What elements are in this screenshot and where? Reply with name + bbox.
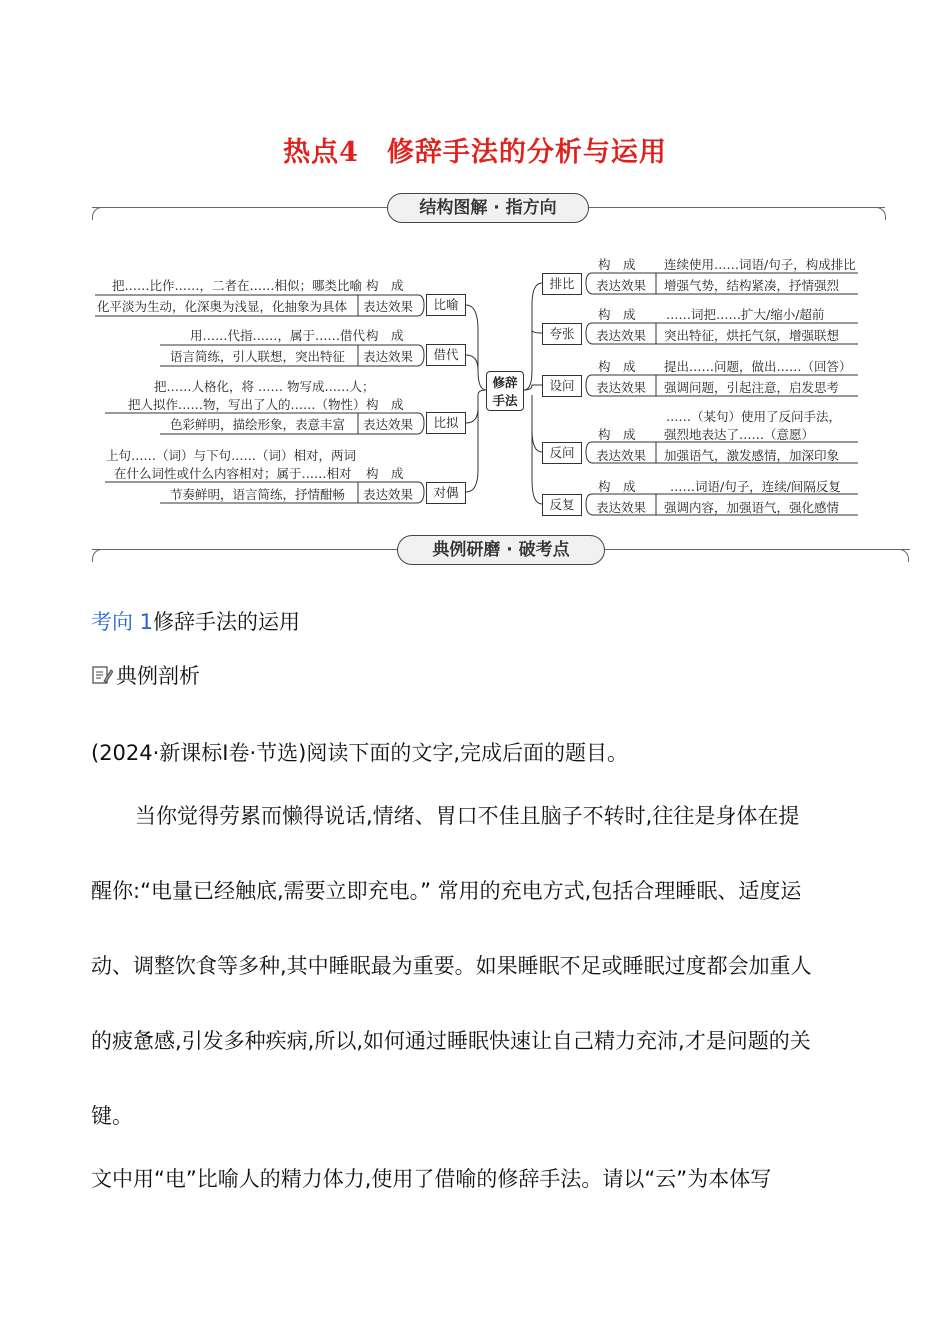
node-fanfu: 反复 xyxy=(542,494,582,516)
fanwen-effect-text: 加强语气，激发感情，加深印象 xyxy=(664,448,840,463)
node-kuazhang: 夸张 xyxy=(542,323,582,345)
duiou-struct-text-1: 上句……（词）与下句……（词）相对，两词 xyxy=(106,448,357,463)
shewen-struct-label: 构 成 xyxy=(598,359,636,374)
biyu-struct-text: 把……比作……，二者在……相似；哪类比喻 xyxy=(112,278,363,293)
passage-line: 当你觉得劳累而懒得说话,情绪、胃口不佳且脑子不转时,往往是身体在提 xyxy=(135,804,800,828)
question-source: (2024·新课标Ⅰ卷·节选)阅读下面的文字,完成后面的题目。 xyxy=(91,741,629,765)
fanfu-struct-text: ……词语/句子，连续/间隔反复 xyxy=(670,479,841,494)
biyu-effect-label: 表达效果 xyxy=(363,299,414,314)
passage-line: 醒你:“电量已经触底,需要立即充电。” 常用的充电方式,包括合理睡眠、适度运 xyxy=(91,879,802,903)
fanwen-struct-text-2: 强烈地表达了……（意愿） xyxy=(664,427,815,442)
jiedai-effect-label: 表达效果 xyxy=(363,349,414,364)
kuazhang-effect-label: 表达效果 xyxy=(596,328,647,343)
duiou-struct-text-2: 在什么词性或什么内容相对；属于……相对 xyxy=(114,466,352,481)
kaoxiang-text: 修辞手法的运用 xyxy=(153,610,301,634)
kuazhang-struct-text: ……词把……扩大/缩小/超前 xyxy=(666,307,825,322)
node-jiedai: 借代 xyxy=(426,344,466,366)
biyu-struct-label: 构 成 xyxy=(366,278,404,293)
jiedai-effect-text: 语言简练，引人联想，突出特征 xyxy=(170,349,346,364)
duiou-effect-text: 节奏鲜明，语言简练，抒情酣畅 xyxy=(170,487,346,502)
center-node xyxy=(486,371,524,411)
question-text: 文中用“电”比喻人的精力体力,使用了借喻的修辞手法。请以“云”为本体写 xyxy=(91,1167,772,1191)
niren-struct-text-1: 把……人格化，将 …… 物写成……人； xyxy=(154,379,375,394)
fanwen-effect-label: 表达效果 xyxy=(596,448,647,463)
kaoxiang-heading xyxy=(91,606,300,636)
section-label-structure: 结构图解 · 指方向 xyxy=(387,193,589,223)
shewen-effect-text: 强调问题，引起注意，启发思考 xyxy=(664,380,840,395)
jiedai-struct-label: 构 成 xyxy=(366,328,404,343)
node-paibi: 排比 xyxy=(542,273,582,295)
node-shewen: 设问 xyxy=(542,375,582,397)
edit-note-icon xyxy=(91,664,113,691)
passage-line: 动、调整饮食等多种,其中睡眠最为重要。如果睡眠不足或睡眠过度都会加重人 xyxy=(91,954,812,978)
passage-line: 键。 xyxy=(91,1104,133,1128)
page-title: 热点4 修辞手法的分析与运用 xyxy=(283,137,667,168)
center-node-line: 手法 xyxy=(492,393,518,408)
kaoxiang-label: 考向 1 xyxy=(91,610,154,634)
shewen-struct-text: 提出……问题，做出……（回答） xyxy=(664,359,852,374)
niren-struct-label: 构 成 xyxy=(366,397,404,412)
fanfu-effect-label: 表达效果 xyxy=(596,500,647,515)
fanfu-effect-text: 强调内容，加强语气，强化感情 xyxy=(664,500,840,515)
passage-line: 的疲惫感,引发多种疾病,所以,如何通过睡眠快速让自己精力充沛,才是问题的关 xyxy=(91,1029,811,1053)
node-duiou: 对偶 xyxy=(426,482,466,504)
duiou-effect-label: 表达效果 xyxy=(363,487,414,502)
kuazhang-struct-label: 构 成 xyxy=(598,307,636,322)
fanwen-struct-label: 构 成 xyxy=(598,427,636,442)
node-fanwen: 反问 xyxy=(542,442,582,464)
niren-effect-text: 色彩鲜明，描绘形象，表意丰富 xyxy=(170,417,346,432)
paibi-effect-label: 表达效果 xyxy=(596,278,647,293)
dianli-label: 典例剖析 xyxy=(116,664,200,688)
duiou-struct-label: 构 成 xyxy=(366,466,404,481)
paibi-struct-text: 连续使用……词语/句子，构成排比 xyxy=(664,257,856,272)
fanfu-struct-label: 构 成 xyxy=(598,479,636,494)
section-label-examples: 典例研磨 · 破考点 xyxy=(397,535,605,565)
shewen-effect-label: 表达效果 xyxy=(596,380,647,395)
fanwen-struct-text-1: ……（某句）使用了反问手法， xyxy=(666,409,842,424)
paibi-struct-label: 构 成 xyxy=(598,257,636,272)
biyu-effect-text: 化平淡为生动，化深奥为浅显，化抽象为具体 xyxy=(97,299,348,314)
node-biyu: 比喻 xyxy=(426,294,466,316)
niren-struct-text-2: 把人拟作……物，写出了人的……（物性） xyxy=(128,397,366,412)
center-node-line: 修辞 xyxy=(492,375,518,390)
dianli-heading xyxy=(91,660,200,691)
niren-effect-label: 表达效果 xyxy=(363,417,414,432)
kuazhang-effect-text: 突出特征，烘托气氛，增强联想 xyxy=(664,328,840,343)
node-niren: 比拟 xyxy=(426,412,466,434)
paibi-effect-text: 增强气势，结构紧凑，抒情强烈 xyxy=(664,278,840,293)
jiedai-struct-text: 用……代指……，属于……借代 xyxy=(190,328,366,343)
